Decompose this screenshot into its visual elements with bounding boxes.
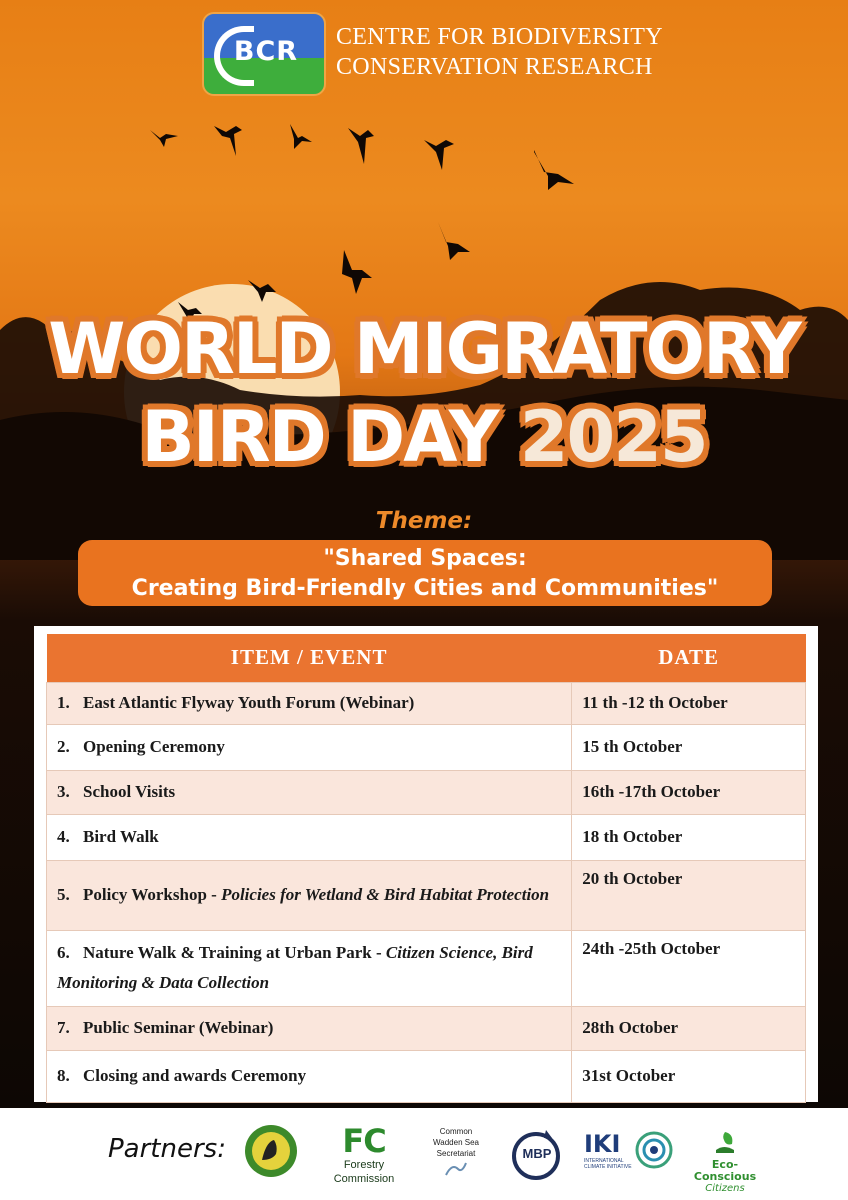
event-number: 5. — [57, 885, 70, 904]
date-cell: 20 th October — [572, 860, 806, 930]
wadden-line1: Common — [439, 1127, 473, 1136]
forestry-name: Forestry Commission — [333, 1159, 395, 1185]
table-row — [47, 1006, 806, 1050]
event-cell — [47, 770, 572, 814]
date-cell: 16th -17th October — [572, 770, 806, 814]
date-cell: 28th October — [572, 1006, 806, 1050]
theme-line2: Creating Bird-Friendly Cities and Communities" — [131, 576, 719, 601]
event-cell — [47, 930, 572, 1006]
event-title: Opening Ceremony — [83, 737, 225, 756]
date-cell: 11 th -12 th October — [572, 682, 806, 724]
leaf-hand-icon — [712, 1130, 738, 1154]
event-number: 3. — [57, 782, 70, 801]
schedule-table — [46, 634, 806, 1103]
table-row — [47, 682, 806, 724]
table-row — [47, 814, 806, 860]
event-title: School Visits — [83, 782, 176, 801]
bcr-logo — [202, 12, 326, 96]
event-title: Public Seminar (Webinar) — [83, 1018, 274, 1037]
event-detail: Citizen Science, Bird Monitoring & Data Collection — [57, 943, 533, 992]
event-number: 6. — [57, 943, 70, 962]
org-name-line2: CONSERVATION RESEARCH — [336, 54, 653, 80]
column-header-item: ITEM / EVENT — [47, 634, 572, 682]
table-row — [47, 770, 806, 814]
iki-subtitle: INTERNATIONAL CLIMATE INITIATIVE — [584, 1158, 632, 1170]
iki-rings-icon — [634, 1130, 674, 1170]
main-title-text: BIRD DAY — [141, 396, 498, 478]
schedule-panel — [34, 626, 818, 1102]
event-number: 2. — [57, 737, 70, 756]
eco-line2: Citizens — [705, 1183, 745, 1194]
partners-label: Partners: — [108, 1134, 226, 1164]
wadden-line2: Wadden Sea — [433, 1138, 479, 1147]
event-cell — [47, 682, 572, 724]
event-number: 4. — [57, 827, 70, 846]
event-title: Policy Workshop - — [83, 885, 222, 904]
theme-line1: "Shared Spaces: — [323, 546, 527, 571]
iki-text: IKI — [584, 1130, 621, 1158]
event-title: Nature Walk & Training at Urban Park - — [83, 943, 386, 962]
mbp-text: MBP — [522, 1146, 552, 1161]
iki-logo — [584, 1130, 680, 1178]
theme-banner — [78, 540, 772, 606]
event-cell — [47, 1050, 572, 1102]
logo-text: BCR — [233, 36, 299, 67]
event-number: 7. — [57, 1018, 70, 1037]
event-detail: Policies for Wetland & Bird Habitat Protection — [221, 885, 550, 904]
event-cell — [47, 1006, 572, 1050]
main-title-year: 2025 — [519, 396, 707, 478]
date-cell: 18 th October — [572, 814, 806, 860]
date-cell: 24th -25th October — [572, 930, 806, 1006]
event-cell — [47, 814, 572, 860]
org-name-line1: CENTRE FOR BIODIVERSITY — [336, 24, 663, 50]
table-row — [47, 860, 806, 930]
table-row — [47, 724, 806, 770]
coastline-icon — [444, 1161, 468, 1177]
date-cell: 31st October — [572, 1050, 806, 1102]
table-header-row — [47, 634, 806, 682]
wildlife-society-logo — [244, 1124, 298, 1178]
event-title: Closing and awards Ceremony — [83, 1066, 307, 1085]
table-row — [47, 930, 806, 1006]
event-number: 8. — [57, 1066, 70, 1085]
forestry-commission-logo — [316, 1122, 412, 1185]
event-cell — [47, 724, 572, 770]
mbp-logo — [506, 1126, 568, 1180]
event-number: 1. — [57, 693, 70, 712]
event-cell — [47, 860, 572, 930]
date-cell: 15 th October — [572, 724, 806, 770]
event-title: East Atlantic Flyway Youth Forum (Webinar) — [83, 693, 415, 712]
eco-conscious-logo — [684, 1130, 766, 1194]
wadden-sea-logo — [426, 1126, 486, 1180]
organization-name — [336, 22, 663, 82]
wadden-line3: Secretariat — [436, 1149, 476, 1158]
theme-label: Theme: — [375, 508, 473, 534]
main-title-line1: WORLD MIGRATORY — [48, 308, 800, 390]
forestry-logo-mark: FC — [342, 1122, 386, 1160]
main-title-line2 — [0, 396, 848, 478]
table-row — [47, 1050, 806, 1102]
eco-line1: Eco-Conscious — [693, 1158, 757, 1183]
event-title: Bird Walk — [83, 827, 159, 846]
column-header-date: DATE — [572, 634, 806, 682]
